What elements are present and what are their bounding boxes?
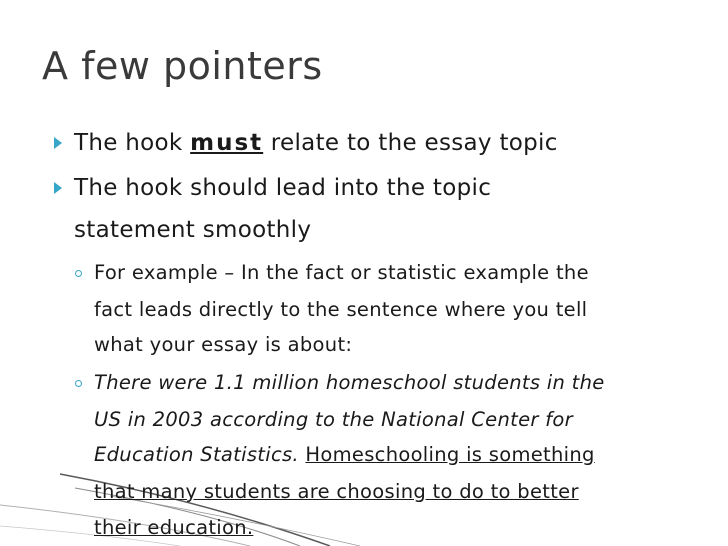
slide-title: A few pointers xyxy=(42,44,323,88)
sub-bullet-text: what your essay is about: xyxy=(94,333,353,356)
underlined-topic-statement: Homeschooling is something xyxy=(305,443,595,466)
sub-bullet-continuation xyxy=(94,439,595,471)
sub-bullet-continuation xyxy=(94,294,587,326)
bullet-continuation xyxy=(74,212,311,249)
sub-bullet-continuation xyxy=(94,329,352,361)
bullet-text: statement smoothly xyxy=(74,217,312,243)
bullet-text: relate to the essay topic xyxy=(263,130,558,156)
bullet-text: The hook should lead into the topic xyxy=(74,175,492,201)
underlined-topic-statement: their education. xyxy=(94,516,254,539)
bullet-text: The hook xyxy=(74,130,191,156)
emphasis-must: must xyxy=(190,130,264,156)
underlined-topic-statement: that many students are choosing to do to better xyxy=(94,480,579,503)
circle-bullet-icon xyxy=(75,270,82,277)
circle-bullet-icon xyxy=(75,380,82,387)
sub-bullet-example-statistic xyxy=(94,367,605,399)
italic-statistic-text: There were 1.1 million homeschool students in the xyxy=(94,371,605,394)
bullet-hook-must-relate xyxy=(74,125,558,162)
bullet-hook-lead-into-topic xyxy=(74,170,491,207)
arrow-bullet-icon xyxy=(54,182,62,194)
sub-bullet-text: For example – In the fact or statistic example the xyxy=(94,261,589,284)
sub-bullet-text: fact leads directly to the sentence where you tell xyxy=(94,298,588,321)
sub-bullet-continuation xyxy=(94,476,579,508)
arrow-bullet-icon xyxy=(54,137,62,149)
italic-statistic-text: Education Statistics. xyxy=(94,443,299,466)
italic-statistic-text: US in 2003 according to the National Center for xyxy=(94,408,573,431)
sub-bullet-for-example xyxy=(94,257,589,289)
sub-bullet-continuation xyxy=(94,404,573,436)
sub-bullet-continuation xyxy=(94,512,253,544)
